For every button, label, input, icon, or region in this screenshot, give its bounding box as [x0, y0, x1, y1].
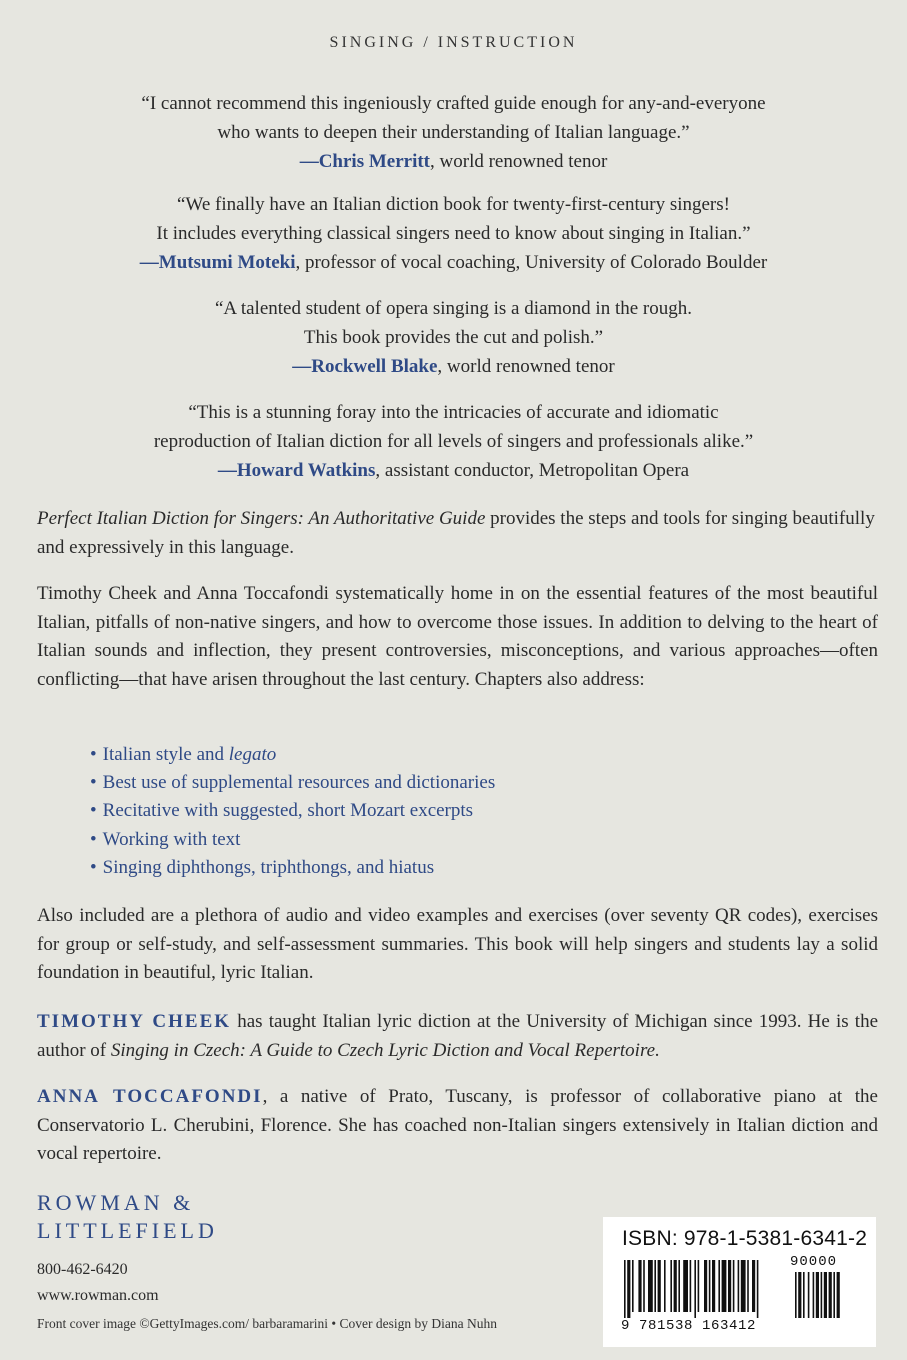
- list-item-text: Working with text: [102, 828, 241, 850]
- blurb-attribution: [0, 147, 907, 176]
- author-bio-cheek: [37, 1008, 878, 1065]
- cover-credits: Front cover image ©GettyImages.com/ barbaramarini • Cover design by Diana Nuhn: [37, 1316, 497, 1331]
- barcode-bar: [752, 1260, 755, 1312]
- barcode-bar: [683, 1260, 688, 1312]
- barcode-addon-bar: [829, 1272, 832, 1318]
- blurb-affiliation: , professor of vocal coaching, University of Colorado Boulder: [295, 252, 768, 273]
- blurb-attribution: [0, 456, 907, 485]
- intro-paragraph: [37, 505, 878, 562]
- publisher-contact: [37, 1257, 159, 1309]
- author-bio-toccafondi: [37, 1083, 878, 1169]
- barcode-addon-bar: [821, 1272, 823, 1318]
- blurb-line: This book provides the cut and polish.”: [303, 327, 604, 348]
- blurb-attribution: [0, 352, 907, 381]
- category-label: SINGING / INSTRUCTION: [329, 34, 578, 51]
- barcode-bar: [674, 1260, 677, 1312]
- barcode-bar: [728, 1260, 731, 1312]
- list-item-text: Italian style and: [102, 744, 229, 765]
- blurb-affiliation: , world renowned tenor: [430, 151, 608, 172]
- barcode-bar: [654, 1260, 656, 1312]
- list-item: [90, 826, 495, 854]
- barcode-bar: [678, 1260, 680, 1312]
- publisher-line: ROWMAN &: [37, 1190, 195, 1215]
- bio-text: , a native of Prato, Tuscany, is professor of collaborative piano at the Conservatorio L. Cherubini, Florence. She has coached non-Italian singers extensively in Italian diction and vocal repertoire.: [37, 1086, 878, 1164]
- barcode-bar: [722, 1260, 727, 1312]
- barcode-bar: [694, 1260, 696, 1318]
- list-item-italic: legato: [228, 744, 277, 765]
- barcode-bar: [733, 1260, 735, 1312]
- barcode-bar: [638, 1260, 641, 1312]
- barcode-bar: [712, 1260, 715, 1312]
- blurb-quote: [0, 294, 907, 381]
- barcode-addon-bar: [837, 1272, 840, 1318]
- barcode-bar: [757, 1260, 759, 1318]
- barcode-bar: [741, 1260, 746, 1312]
- barcode-bar: [718, 1260, 720, 1312]
- blurb-quote: [0, 398, 907, 485]
- ean-digits: 9 781538 163412: [621, 1318, 757, 1334]
- blurb-author: —Mutsumi Moteki: [139, 252, 296, 273]
- barcode-bar: [709, 1260, 711, 1312]
- bio-book-title: Singing in Czech: A Guide to Czech Lyric Diction and Vocal Repertoire.: [110, 1039, 660, 1061]
- barcode-addon-bar: [808, 1272, 810, 1318]
- blurb-affiliation: , assistant conductor, Metropolitan Opera: [375, 460, 690, 481]
- barcode-bar: [738, 1260, 740, 1312]
- list-item-text: Recitative with suggested, short Mozart excerpts: [102, 800, 474, 822]
- blurb-line: “This is a stunning foray into the intricacies of accurate and idiomatic: [188, 402, 719, 423]
- barcode-bar: [670, 1260, 672, 1312]
- list-item-text: Singing diphthongs, triphthongs, and hiatus: [102, 856, 435, 878]
- barcode-bar: [698, 1260, 700, 1312]
- phone-number: 800-462-6420: [37, 1261, 128, 1278]
- list-item: [90, 741, 495, 769]
- intro-text: provides the steps and tools for singing beautifully and expressively in this language.: [37, 508, 875, 558]
- also-included-paragraph: Also included are a plethora of audio and video examples and exercises (over seventy QR codes), exercises for group or self-study, and self-assessment summaries. This book will help singers and students lay a solid foundation in beautiful, lyric Italian.: [37, 905, 878, 983]
- isbn-label: ISBN: 978-1-5381-6341-2: [622, 1227, 868, 1250]
- list-item: [90, 797, 495, 825]
- barcode-bar: [704, 1260, 707, 1312]
- barcode-addon-bar: [798, 1272, 801, 1318]
- barcode-bar: [690, 1260, 692, 1312]
- author-name: TIMOTHY CHEEK: [37, 1011, 232, 1032]
- barcode-addon-bar: [833, 1272, 835, 1318]
- blurb-author: —Chris Merritt: [299, 151, 431, 172]
- list-item-text: Best use of supplemental resources and dictionaries: [102, 772, 496, 794]
- publisher-line: LITTLEFIELD: [37, 1218, 218, 1243]
- blurb-attribution: [0, 248, 907, 277]
- blurb-line: “I cannot recommend this ingeniously crafted guide enough for any-and-everyone: [141, 93, 766, 114]
- blurb-quote: [0, 190, 907, 277]
- blurb-affiliation: , world renowned tenor: [437, 356, 615, 377]
- blurb-line: It includes everything classical singers need to know about singing in Italian.”: [156, 223, 751, 244]
- barcode-bar: [658, 1260, 661, 1312]
- list-item: [90, 769, 495, 797]
- barcode-addon-bar: [813, 1272, 815, 1318]
- barcode-addon-bar: [803, 1272, 805, 1318]
- barcode-bar: [627, 1260, 630, 1318]
- blurb-line: “We finally have an Italian diction book for twenty-first-century singers!: [177, 194, 730, 215]
- barcode-bar: [664, 1260, 666, 1312]
- barcode-addon-bar: [816, 1272, 819, 1318]
- publisher-logo: [37, 1189, 218, 1245]
- barcode-icon: [620, 1256, 860, 1318]
- blurb-line: “A talented student of opera singing is a diamond in the rough.: [214, 298, 692, 319]
- website: www.rowman.com: [37, 1287, 159, 1304]
- author-name: ANNA TOCCAFONDI: [37, 1086, 263, 1107]
- blurb-quote: [0, 89, 907, 176]
- price-code: 90000: [790, 1254, 838, 1270]
- barcode-bar: [648, 1260, 653, 1312]
- description-paragraph: Timothy Cheek and Anna Toccafondi systematically home in on the essential features of the most beautiful Italian, pitfalls of non-native singers, and how to overcome those issues. In addition to delving to the heart of Italian sounds and inflection, they present controversies, misconceptions, and various approaches—often conflicting—that have arisen throughout the last century. Chapters also address:: [37, 583, 878, 690]
- list-item: [90, 854, 495, 882]
- book-title: Perfect Italian Diction for Singers: An Authoritative Guide: [37, 508, 486, 529]
- blurb-author: —Rockwell Blake: [292, 356, 438, 377]
- barcode-addon-bar: [795, 1272, 797, 1318]
- barcode-bar: [643, 1260, 645, 1312]
- barcode-addon-bar: [824, 1272, 827, 1318]
- chapter-list: [90, 741, 495, 882]
- bio-text: has taught Italian lyric diction at the University of Michigan since 1993. He is the author of: [37, 1011, 879, 1061]
- blurb-line: reproduction of Italian diction for all levels of singers and professionals alike.”: [153, 431, 754, 452]
- blurb-line: who wants to deepen their understanding of Italian language.”: [217, 122, 690, 143]
- barcode-bar: [624, 1260, 626, 1318]
- blurb-author: —Howard Watkins: [217, 460, 376, 481]
- barcode-bar: [632, 1260, 634, 1312]
- barcode-bar: [747, 1260, 749, 1312]
